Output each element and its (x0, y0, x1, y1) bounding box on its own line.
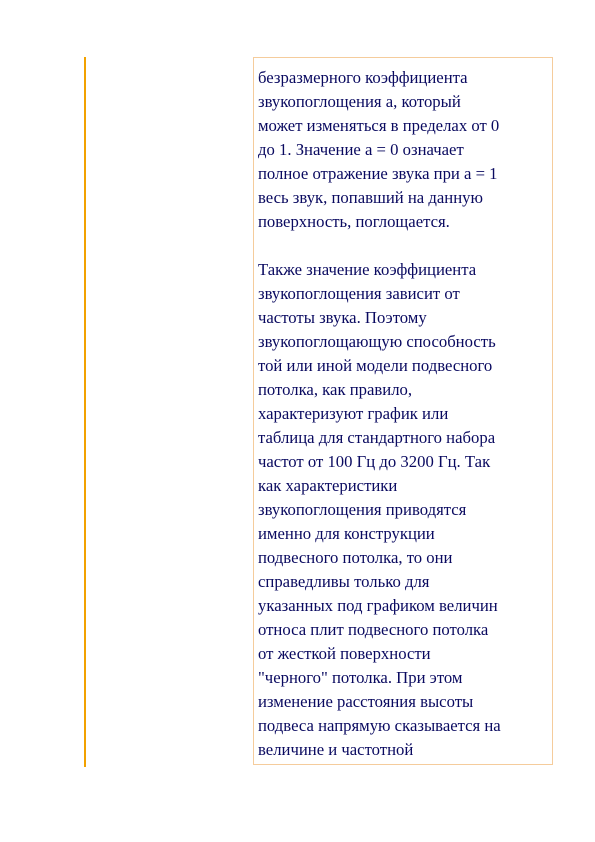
text-line: той или иной модели подвесного (258, 356, 493, 375)
text-line: справедливы только для (258, 572, 430, 591)
text-line: как характеристики (258, 476, 398, 495)
text-line: до 1. Значение а = 0 означает (258, 140, 464, 159)
text-line: весь звук, попавший на данную (258, 188, 483, 207)
text-line: звукопоглощения приводятся (258, 500, 467, 519)
text-line: относа плит подвесного потолка (258, 620, 489, 639)
text-frame (253, 57, 553, 765)
text-line: подвесного потолка, то они (258, 548, 453, 567)
text-line: изменение расстояния высоты (258, 692, 474, 711)
text-line: от жесткой поверхности (258, 644, 431, 663)
text-line: именно для конструкции (258, 524, 435, 543)
text-line: частот от 100 Гц до 3200 Гц. Так (258, 452, 491, 471)
text-line: величине и частотной (258, 740, 414, 759)
text-line: указанных под графиком величин (258, 596, 498, 615)
text-line: таблица для стандартного набора (258, 428, 496, 447)
text-line: звукопоглощения а, который (258, 92, 461, 111)
text-line: потолка, как правило, (258, 380, 413, 399)
paragraph-1 (258, 66, 552, 234)
text-line: звукопоглощения зависит от (258, 284, 460, 303)
text-line: подвеса напрямую сказывается на (258, 716, 501, 735)
text-line: поверхность, поглощается. (258, 212, 450, 231)
text-line: может изменяться в пределах от 0 (258, 116, 500, 135)
paragraph-2 (258, 258, 552, 762)
text-line: "черного" потолка. При этом (258, 668, 463, 687)
text-line: безразмерного коэффициента (258, 68, 468, 87)
text-line: характеризуют график или (258, 404, 449, 423)
text-line: полное отражение звука при а = 1 (258, 164, 498, 183)
text-line: Также значение коэффициента (258, 260, 477, 279)
text-line: звукопоглощающую способность (258, 332, 496, 351)
margin-rule (84, 57, 86, 767)
text-line: частоты звука. Поэтому (258, 308, 427, 327)
